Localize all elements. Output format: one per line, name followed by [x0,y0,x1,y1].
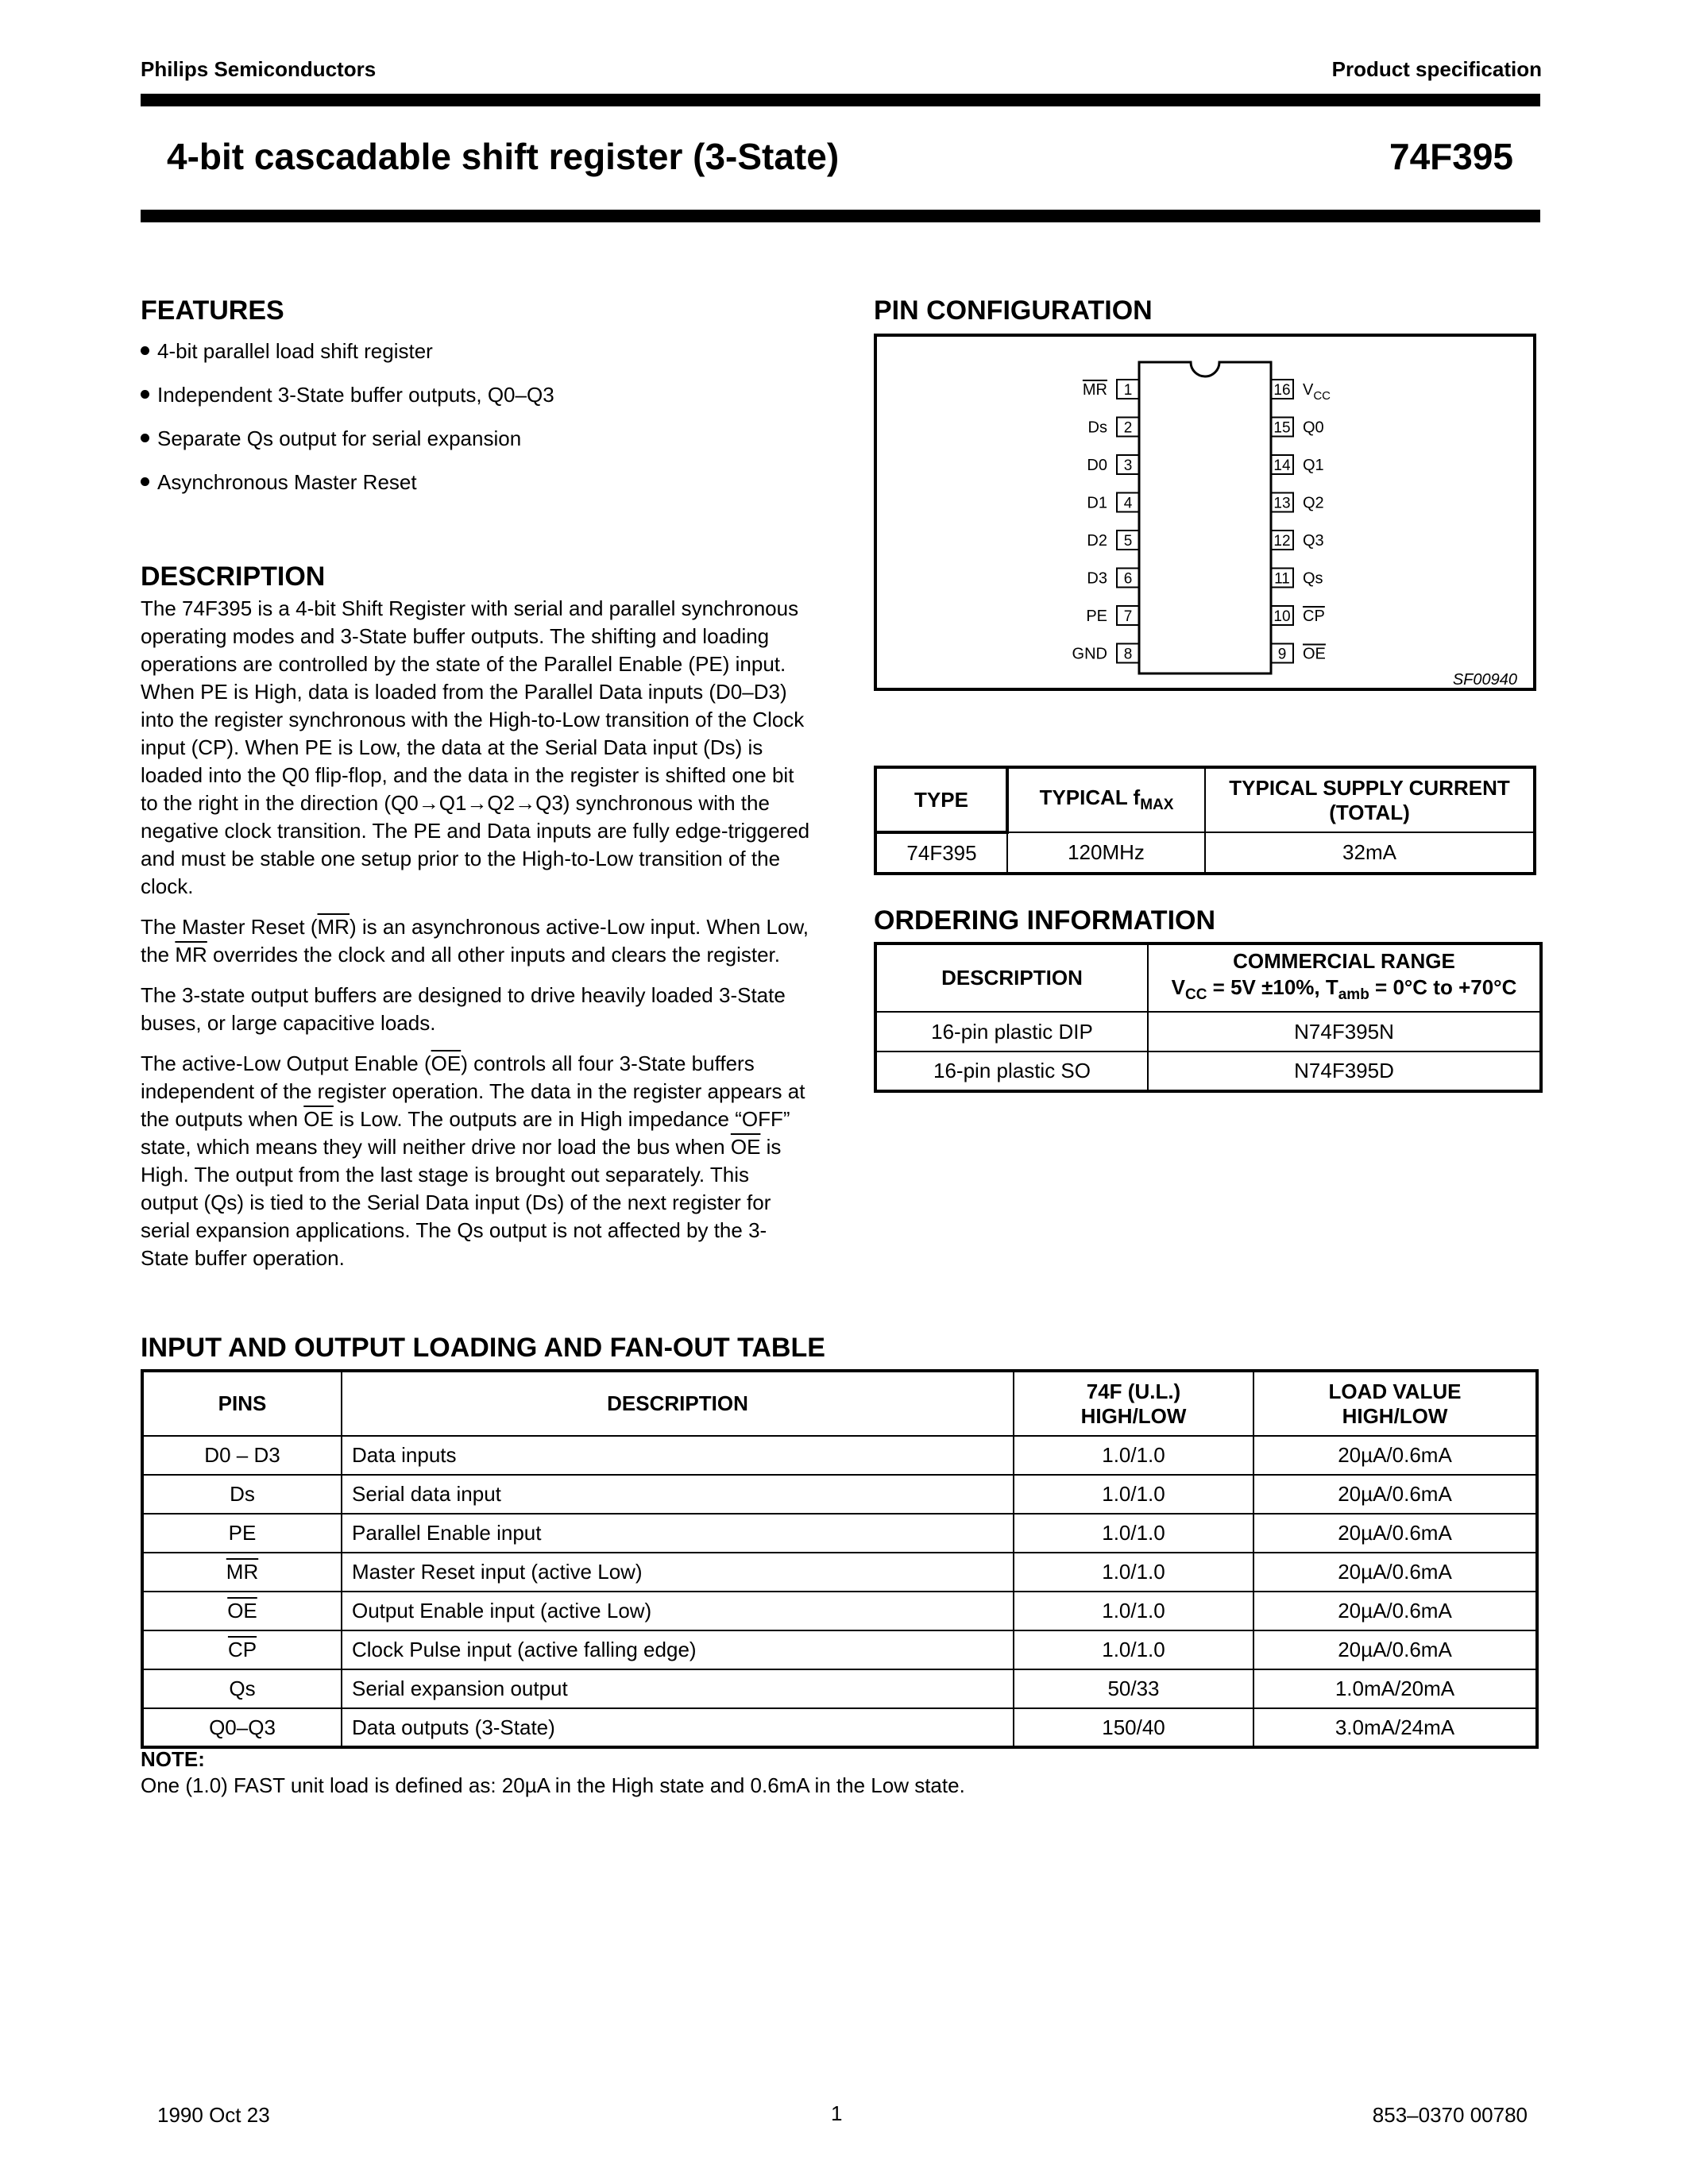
pin-cell [142,1708,342,1747]
table-row [142,1592,1537,1630]
load-value-cell [1253,1514,1537,1553]
text-segment: ) controls all four 3-State buffers independent of the register operation. The data in the register appears at the outputs when [141,1051,805,1131]
unit-load-cell [1014,1592,1253,1630]
unit-load-cell-text: 1.0/1.0 [1102,1599,1165,1623]
text-segment: = 0°C to +70°C [1369,974,1517,999]
fmax-value: 120MHz [1007,832,1205,874]
text-segment: The Master Reset ( [141,915,318,939]
features-heading: FEATURES [141,295,284,326]
feature-item [141,338,808,365]
load-value-cell [1253,1592,1537,1630]
current-header [1205,767,1535,832]
load-value-header [1253,1371,1537,1436]
pin-name: Q1 [1303,457,1324,474]
ordering-table [874,942,1543,1093]
load-value-cell [1253,1436,1537,1475]
ordering-row [875,1051,1541,1091]
description-cell-text: Parallel Enable input [352,1521,542,1545]
range-header-line1: COMMERCIAL RANGE [1233,948,1455,973]
package-description: 16-pin plastic SO [875,1051,1148,1091]
lv-header-line2: HIGH/LOW [1342,1403,1448,1428]
pin-name: Q0 [1303,419,1324,437]
load-value-cell [1253,1553,1537,1592]
load-value-cell-text: 20µA/0.6mA [1338,1560,1452,1584]
pin-cell [142,1669,342,1708]
pin-config-diagram [874,334,1536,691]
ordering-row [875,1012,1541,1051]
pin-cell-text: $\overline{CP}$ [227,1638,257,1661]
pin-name: PE [1086,608,1107,625]
description-cell-text: Data inputs [352,1443,457,1467]
table-row [142,1630,1537,1669]
pin-number: 5 [1123,533,1133,550]
load-value-cell [1253,1475,1537,1514]
load-value-cell-text: 1.0mA/20mA [1335,1677,1455,1700]
bullet-icon [141,434,149,442]
unit-load-cell [1014,1436,1253,1475]
description-cell [342,1436,1014,1475]
pin-name: OE [1303,645,1326,663]
pin-cell [142,1592,342,1630]
type-table [874,766,1536,875]
description-paragraph-1: The 74F395 is a 4-bit Shift Register with serial and parallel synchronous operating modes and 3-State buffer outputs. The shifting and loading operations are controlled by the state of the Parallel Enable (PE) input. When PE is High, data is loaded from the Parallel Data inputs (D0–D3) into the register synchronous with the High-to-Low transition of the Clock input (CP). When PE is Low, the data at the Serial Data input (Ds) is loaded into the Q0 flip-flop, and the data in the register is shifted one bit to the right in the direction (Q0→Q1→Q2→Q3) synchronous with the negative clock transition. The PE and Data inputs are fully edge-triggered and must be stable one setup prior to the High-to-Low transition of the clock. [141,596,810,898]
loading-table [141,1369,1539,1749]
loading-desc-header: DESCRIPTION [342,1371,1014,1436]
load-value-cell-text: 20µA/0.6mA [1338,1638,1452,1661]
type-value: 74F395 [875,832,1007,874]
package-description: 16-pin plastic DIP [875,1012,1148,1051]
description-paragraph-3: The 3-state output buffers are designed to drive heavily loaded 3-State buses, or large capacitive loads. [141,983,786,1035]
description-heading: DESCRIPTION [141,561,326,592]
table-row [142,1436,1537,1475]
loading-heading: INPUT AND OUTPUT LOADING AND FAN-OUT TABLE [141,1333,825,1363]
type-header: TYPE [875,767,1007,832]
text-segment: The active-Low Output Enable ( [141,1051,431,1075]
pin-name: Qs [1303,569,1323,588]
footer-date: 1990 Oct 23 [157,2103,270,2127]
left-pins [1072,380,1139,663]
pin-name: Q3 [1303,532,1324,550]
feature-item [141,469,808,496]
document-type: Product specification [1331,57,1542,81]
commercial-range-header [1148,943,1541,1012]
pin-number: 14 [1273,457,1291,474]
unit-load-cell-text: 1.0/1.0 [1102,1482,1165,1506]
pin-cell [142,1553,342,1592]
loading-rows [142,1436,1537,1747]
part-number: 74F395 [1389,136,1513,177]
description-text [141,595,812,1285]
text-segment: is High. The output from the last stage is brought out separately. This output (Qs) is tied to the Serial Data input (Ds) of the next register for serial expansion applications. The Qs output is not affected by the 3-State buffer operation. [141,1135,782,1270]
subscript: CC [1184,986,1207,1004]
subscript: amb [1338,986,1369,1004]
description-cell-text: Output Enable input (active Low) [352,1599,652,1623]
current-header-line2: (TOTAL) [1329,800,1410,824]
description-cell [342,1630,1014,1669]
note-text: One (1.0) FAST unit load is defined as: 20µA in the High state and 0.6mA in the Low state. [141,1773,965,1797]
unit-load-cell [1014,1475,1253,1514]
pin-cell [142,1436,342,1475]
ordering-heading: ORDERING INFORMATION [874,905,1216,936]
page-number: 1 [831,2101,843,2125]
pin-number: 9 [1277,646,1287,663]
description-cell-text: Serial expansion output [352,1677,568,1700]
unit-load-cell-text: 1.0/1.0 [1102,1638,1165,1661]
description-cell-text: Master Reset input (active Low) [352,1560,643,1584]
fmax-label: TYPICAL f [1039,785,1141,810]
pin-name: Ds [1087,419,1107,437]
description-cell [342,1669,1014,1708]
header-rule [141,94,1540,106]
pin-cell-text: PE [228,1521,257,1545]
load-value-cell-text: 20µA/0.6mA [1338,1599,1452,1623]
fmax-subscript: MAX [1140,797,1174,814]
ul-header-line1: 74F (U.L.) [1086,1379,1181,1403]
pin-config-heading: PIN CONFIGURATION [874,295,1153,326]
pin-name: MR [1082,381,1107,399]
load-value-cell-text: 20µA/0.6mA [1338,1443,1452,1467]
pin-number: 11 [1274,570,1290,588]
pin-number: 16 [1273,382,1291,399]
signal-oe: $\overline{OE}$ [730,1135,761,1159]
feature-text: Separate Qs output for serial expansion [157,426,522,450]
features-section [141,338,808,512]
text-segment: ) is an asynchronous active-Low input. When Low, the [141,915,809,967]
unit-load-cell-text: 150/40 [1102,1715,1165,1739]
text-segment: V [1171,974,1185,999]
document-code: 853–0370 00780 [1372,2103,1528,2127]
pin-name: CP [1303,608,1325,625]
signal-oe: $\overline{OE}$ [303,1107,334,1131]
description-cell-text: Clock Pulse input (active falling edge) [352,1638,697,1661]
pin-name: D3 [1087,569,1107,588]
pin-cell-text: Ds [230,1482,255,1506]
dip-package-svg [877,337,1533,688]
pin-cell [142,1514,342,1553]
description-cell [342,1592,1014,1630]
pin-cell-text: Qs [229,1677,256,1700]
unit-load-cell [1014,1553,1253,1592]
description-cell-text: Data outputs (3-State) [352,1715,555,1739]
signal-mr: $\overline{MR}$ [175,943,207,967]
pin-name: Q2 [1303,494,1324,512]
load-value-cell-text: 3.0mA/24mA [1335,1715,1455,1739]
description-paragraph-4 [141,1050,812,1272]
bullet-icon [141,477,149,486]
current-header-line1: TYPICAL SUPPLY CURRENT [1229,775,1510,800]
pin-number: 8 [1123,646,1133,663]
text-segment: is Low. The outputs are in High impedance “OFF” state, which means they will neither drive nor load the bus when [141,1107,790,1159]
feature-item [141,381,808,409]
pin-cell-text: D0 – D3 [204,1443,280,1467]
table-row [142,1553,1537,1592]
pin-number: 3 [1123,457,1133,474]
feature-text: Independent 3-State buffer outputs, Q0–Q3 [157,383,554,407]
pin-number: 4 [1123,495,1133,512]
range-header-line2 [1149,974,1539,1008]
pin-name: GND [1072,645,1107,663]
description-cell-text: Serial data input [352,1482,501,1506]
unit-load-cell-text: 1.0/1.0 [1102,1443,1165,1467]
features-list [141,338,808,496]
description-cell [342,1708,1014,1747]
right-pins [1271,380,1331,663]
unit-load-cell [1014,1669,1253,1708]
pin-name: D0 [1087,457,1107,474]
pin-number: 7 [1123,608,1133,625]
unit-load-cell-text: 1.0/1.0 [1102,1560,1165,1584]
pin-number: 2 [1123,419,1133,437]
description-cell [342,1514,1014,1553]
pin-name: D2 [1087,532,1107,550]
table-row [142,1708,1537,1747]
pin-cell-text: Q0–Q3 [209,1715,276,1739]
signal-oe: $\overline{OE}$ [431,1051,462,1075]
company-name: Philips Semiconductors [141,57,377,81]
feature-text: 4-bit parallel load shift register [157,339,433,363]
table-row [142,1669,1537,1708]
load-value-cell-text: 20µA/0.6mA [1338,1482,1452,1506]
figure-id: SF00940 [1452,671,1517,688]
current-value: 32mA [1205,832,1535,874]
ordering-rows [875,1012,1541,1091]
ul-header-line2: HIGH/LOW [1080,1403,1187,1428]
pin-number: 12 [1273,533,1291,550]
pin-number: 10 [1273,608,1291,625]
pin-number: 6 [1123,570,1133,588]
pin-number: 13 [1273,495,1291,512]
feature-item [141,425,808,453]
text-segment: overrides the clock and all other inputs and clears the register. [207,943,780,967]
description-cell [342,1553,1014,1592]
pin-number: 1 [1123,382,1133,399]
ic-body [1139,362,1271,673]
unit-load-cell [1014,1630,1253,1669]
bullet-icon [141,390,149,399]
unit-load-cell [1014,1708,1253,1747]
unit-load-cell-text: 50/33 [1107,1677,1160,1700]
unit-load-cell-text: 1.0/1.0 [1102,1521,1165,1545]
pin-cell [142,1475,342,1514]
load-value-cell-text: 20µA/0.6mA [1338,1521,1452,1545]
lv-header-line1: LOAD VALUE [1328,1379,1462,1403]
load-value-cell [1253,1708,1537,1747]
order-code: N74F395N [1148,1012,1541,1051]
pin-cell-text: $\overline{MR}$ [226,1560,259,1584]
order-code: N74F395D [1148,1051,1541,1091]
signal-mr: $\overline{MR}$ [317,915,350,939]
note-title: NOTE: [141,1747,205,1771]
text-segment: = 5V ±10%, T [1207,974,1338,999]
pin-name: D1 [1087,494,1107,512]
title-rule [141,210,1540,222]
bullet-icon [141,346,149,355]
ul-header [1014,1371,1253,1436]
description-cell [342,1475,1014,1514]
table-row [142,1475,1537,1514]
page-title: 4-bit cascadable shift register (3-State) [167,136,840,177]
fmax-header [1007,767,1205,832]
pin-name: $V_{CC}$ [1303,381,1331,403]
unit-load-cell [1014,1514,1253,1553]
load-value-cell [1253,1669,1537,1708]
pin-cell [142,1630,342,1669]
ordering-desc-header: DESCRIPTION [875,943,1148,1012]
table-row [142,1514,1537,1553]
load-value-cell [1253,1630,1537,1669]
pins-header: PINS [142,1371,342,1436]
pin-cell-text: $\overline{OE}$ [227,1599,257,1623]
feature-text: Asynchronous Master Reset [157,470,417,494]
description-paragraph-2 [141,913,812,969]
pin-number: 15 [1273,419,1291,437]
